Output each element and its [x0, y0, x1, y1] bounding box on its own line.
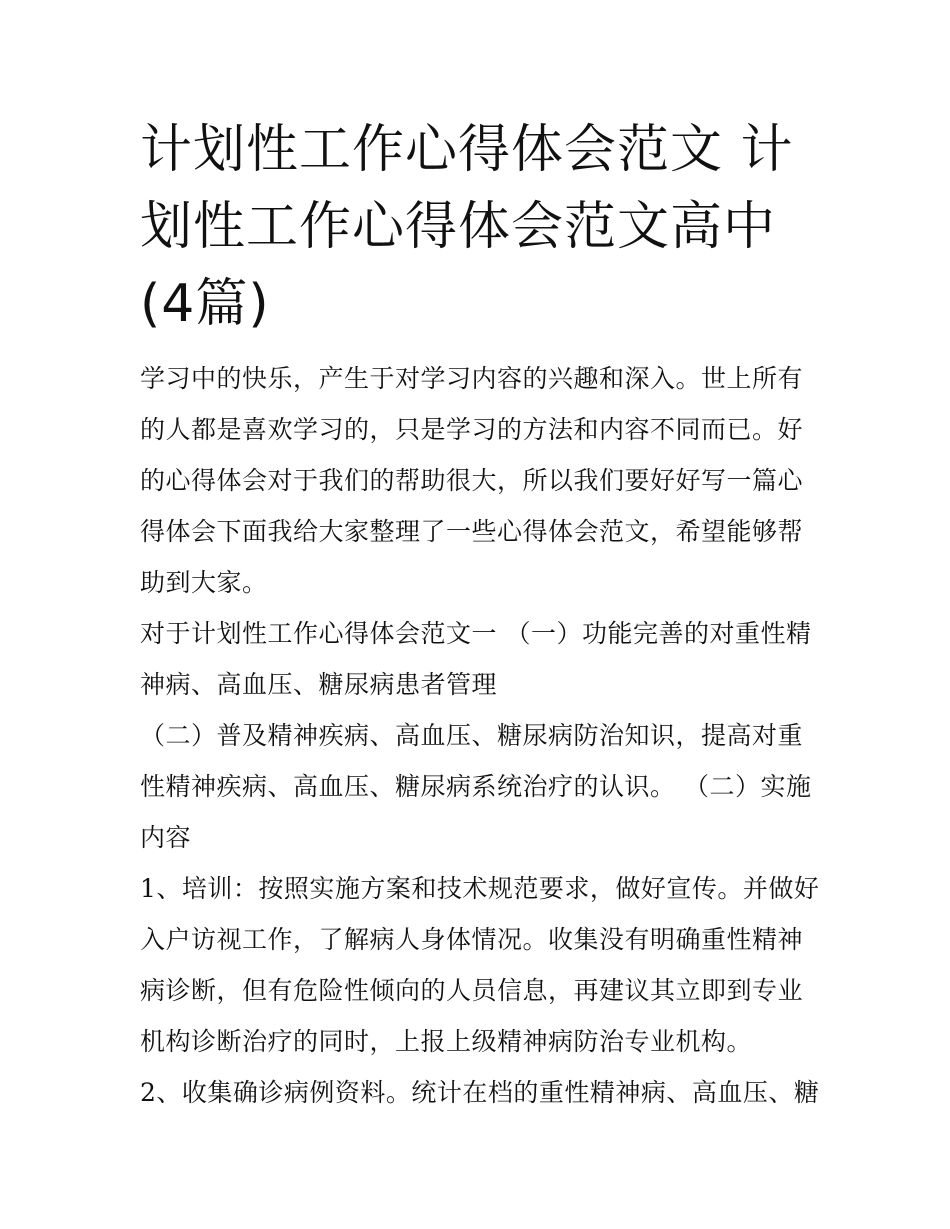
paragraph-section-two: （二）普及精神疾病、高血压、糖尿病防治知识，提高对重性精神疾病、高血压、糖尿病系统治疗的认识。 （二）实施内容 [140, 721, 812, 852]
paragraph-section-one: 对于计划性工作心得体会范文一 （一）功能完善的对重性精神病、高血压、糖尿病患者管理 [140, 619, 812, 699]
document-body [140, 353, 820, 1118]
paragraph-item-1: 1、培训：按照实施方案和技术规范要求，做好宣传。并做好入户访视工作，了解病人身体情况。收集没有明确重性精神病诊断，但有危险性倾向的人员信息，再建议其立即到专业机构诊断治疗的同时，上报上级精神病防治专业机构。 [140, 874, 820, 1056]
paragraph-intro: 学习中的快乐，产生于对学习内容的兴趣和深入。世上所有的人都是喜欢学习的，只是学习的方法和内容不同而已。好的心得体会对于我们的帮助很大，所以我们要好好写一篇心得体会下面我给大家整理了一些心得体会范文，希望能够帮助到大家。 [140, 364, 804, 597]
paragraph-item-2: 2、收集确诊病例资料。统计在档的重性精神病、高血压、糖 [140, 1078, 820, 1107]
document-title: 计划性工作心得体会范文 计划性工作心得体会范文高中(4篇) [140, 120, 794, 334]
